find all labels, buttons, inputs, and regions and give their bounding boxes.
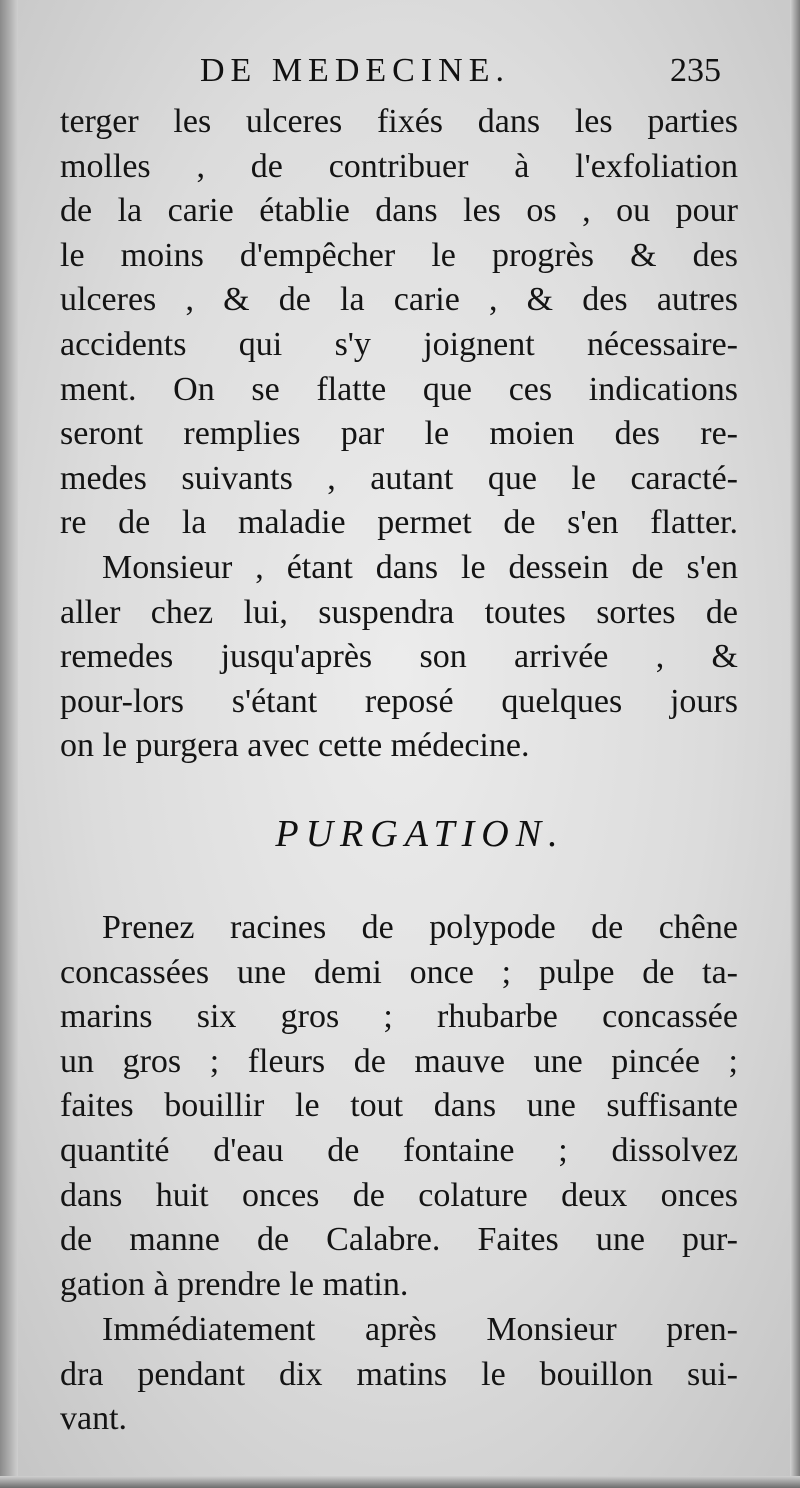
paragraph-1	[60, 100, 738, 546]
text-line: medes suivants , autant que le caracté-	[60, 459, 738, 497]
text-line: terger les ulceres fixés dans les parties	[60, 103, 738, 140]
text-line: on le purgera avec cette médecine.	[60, 727, 530, 765]
text-line: aller chez lui, suspendra toutes sortes de	[60, 593, 738, 631]
text-line: de la carie établie dans les os , ou pour	[60, 192, 738, 230]
text-line: molles , de contribuer à l'exfoliation	[60, 147, 738, 185]
page-number: 235	[670, 52, 721, 89]
text-line: ment. On se flatte que ces indications	[60, 370, 738, 408]
text-line: Monsieur , étant dans le dessein de s'en	[102, 549, 738, 586]
text-line: dans huit onces de colature deux onces	[60, 1176, 738, 1214]
text-line: faites bouillir le tout dans une suffisante	[60, 1087, 738, 1125]
text-line: accidents qui s'y joignent nécessaire-	[60, 325, 738, 363]
text-line: remedes jusqu'après son arrivée , &	[60, 638, 738, 676]
section-heading	[0, 812, 800, 856]
text-line: de manne de Calabre. Faites une pur-	[60, 1221, 738, 1259]
paragraph-2	[60, 546, 738, 769]
running-title: DE MEDECINE.	[200, 52, 510, 89]
page-left-edge	[0, 0, 18, 1488]
paragraph-4	[60, 1308, 738, 1442]
text-line: gation à prendre le matin.	[60, 1265, 409, 1303]
page-bottom-edge	[0, 1476, 800, 1488]
page-right-edge	[790, 0, 800, 1488]
text-line: re de la maladie permet de s'en flatter.	[60, 504, 738, 542]
paragraph-3	[60, 906, 738, 1307]
text-line: un gros ; fleurs de mauve une pincée ;	[60, 1042, 738, 1080]
text-line: Prenez racines de polypode de chêne	[102, 909, 738, 946]
text-line: marins six gros ; rhubarbe concassée	[60, 998, 738, 1036]
text-line: quantité d'eau de fontaine ; dissolvez	[60, 1131, 738, 1169]
text-line: Immédiatement après Monsieur pren-	[102, 1311, 738, 1348]
text-line: concassées une demi once ; pulpe de ta-	[60, 953, 738, 991]
section-heading-text: PURGATION.	[275, 813, 565, 855]
text-line: pour-lors s'étant reposé quelques jours	[60, 682, 738, 720]
text-line: le moins d'empêcher le progrès & des	[60, 236, 738, 274]
text-line: vant.	[60, 1400, 128, 1438]
text-line: dra pendant dix matins le bouillon sui-	[60, 1355, 738, 1393]
text-line: ulceres , & de la carie , & des autres	[60, 281, 738, 319]
text-line: seront remplies par le moien des re-	[60, 415, 738, 453]
